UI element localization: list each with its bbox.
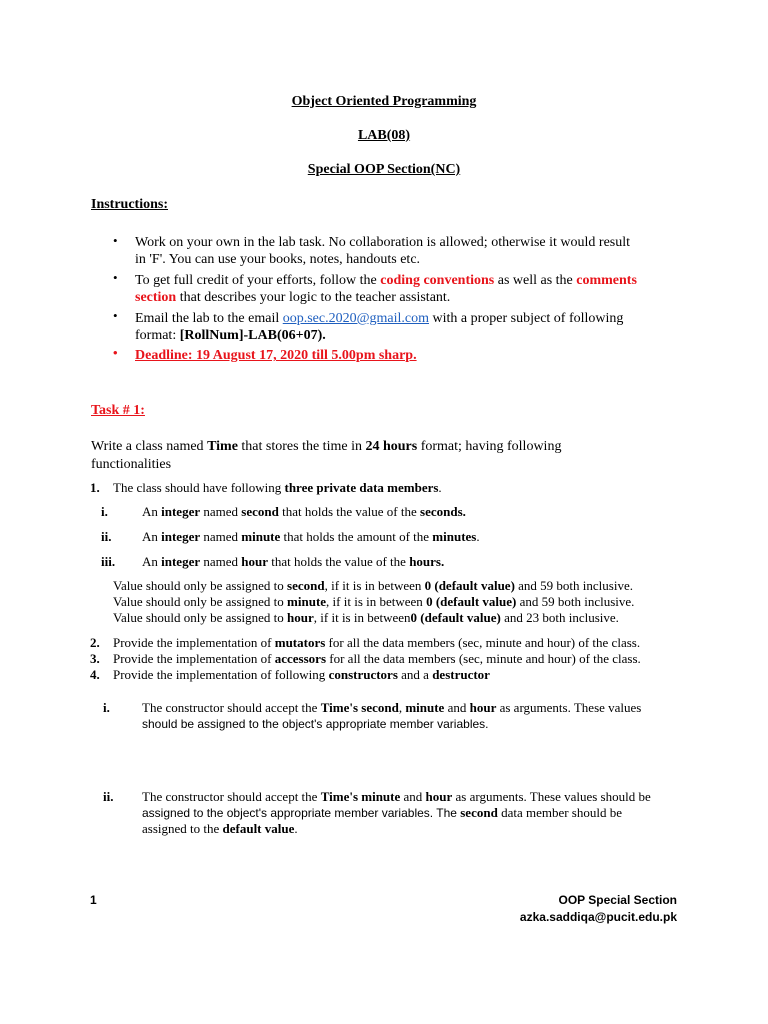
sub-item-ii-text: An integer named minute that holds the amount of the minutes. xyxy=(142,529,480,544)
sub-item-iii-text: An integer named hour that holds the value of the hours. xyxy=(142,554,445,569)
constructor-number: i. xyxy=(103,700,110,715)
item-2-text: Provide the implementation of mutators for all the data members (sec, minute and hour) of the class. xyxy=(113,635,641,650)
footer-section: OOP Special Section xyxy=(558,893,677,907)
instruction-2-line-2: section that describes your logic to the teacher assistant. xyxy=(135,290,451,305)
sub-item-i-text: An integer named second that holds the value of the seconds. xyxy=(142,504,466,519)
item-4-text: Provide the implementation of following constructors and a destructor xyxy=(113,667,490,682)
item-number: 3. xyxy=(90,651,100,666)
deadline-text: Deadline: 19 August 17, 2020 till 5.00pm sharp. xyxy=(135,348,417,363)
value-rule-minute: Value should only be assigned to minute, if it is in between 0 (default value) and 59 both inclusive. xyxy=(113,594,635,609)
constructor-i-line-2: should be assigned to the object's appropriate member variables. xyxy=(142,717,489,731)
footer-email: azka.saddiqa@pucit.edu.pk xyxy=(519,910,677,924)
bullet-icon: • xyxy=(113,270,118,285)
constructor-ii-line-1: The constructor should accept the Time's minute and hour as arguments. These values should be xyxy=(142,789,651,804)
item-number: 2. xyxy=(90,635,100,650)
course-title: Object Oriented Programming xyxy=(291,94,477,109)
item-number: 1. xyxy=(90,480,100,495)
instruction-2-line-1: To get full credit of your efforts, follow the coding conventions as well as the comments xyxy=(135,273,637,288)
email-link[interactable]: oop.sec.2020@gmail.com xyxy=(282,311,429,326)
constructor-ii-line-3: assigned to the default value. xyxy=(142,821,298,836)
bullet-icon: • xyxy=(113,345,118,360)
item-3-text: Provide the implementation of accessors for all the data members (sec, minute and hour) of the class. xyxy=(113,651,641,666)
comments-highlight: comments xyxy=(576,273,637,288)
task-intro-line-1: Write a class named Time that stores the time in 24 hours format; having following xyxy=(91,439,562,454)
item-1-text: The class should have following three private data members. xyxy=(113,480,442,495)
task-heading: Task # 1: xyxy=(91,403,145,418)
lab-title: LAB(08) xyxy=(357,128,411,143)
bullet-icon: • xyxy=(113,308,118,323)
sub-item-number: i. xyxy=(101,504,108,519)
instruction-1-line-1: Work on your own in the lab task. No collaboration is allowed; otherwise it would result xyxy=(135,235,631,250)
value-rule-hour: Value should only be assigned to hour, if it is in between0 (default value) and 23 both inclusive. xyxy=(113,610,619,625)
coding-conventions-highlight: coding conventions xyxy=(380,273,495,288)
bullet-icon: • xyxy=(113,233,118,248)
instruction-1-line-2: in 'F'. You can use your books, notes, handouts etc. xyxy=(135,252,421,267)
page-number: 1 xyxy=(90,893,97,907)
sub-item-number: iii. xyxy=(101,554,116,569)
instructions-heading: Instructions: xyxy=(91,197,169,212)
instruction-3-line-1: Email the lab to the email oop.sec.2020@gmail.com with a proper subject of following xyxy=(135,311,624,326)
instruction-3-line-2: format: [RollNum]-LAB(06+07). xyxy=(135,328,326,343)
constructor-ii-line-2: assigned to the object's appropriate member variables. The second data member should be xyxy=(142,805,622,820)
item-number: 4. xyxy=(90,667,100,682)
sub-item-number: ii. xyxy=(101,529,112,544)
section-title: Special OOP Section(NC) xyxy=(307,162,461,177)
value-rule-second: Value should only be assigned to second, if it is in between 0 (default value) and 59 both inclusive. xyxy=(113,578,633,593)
task-intro-line-2: functionalities xyxy=(91,457,172,472)
constructor-number: ii. xyxy=(103,789,114,804)
subject-format: [RollNum]-LAB(06+07). xyxy=(179,328,326,343)
constructor-i-line-1: The constructor should accept the Time's second, minute and hour as arguments. These values xyxy=(142,700,642,715)
